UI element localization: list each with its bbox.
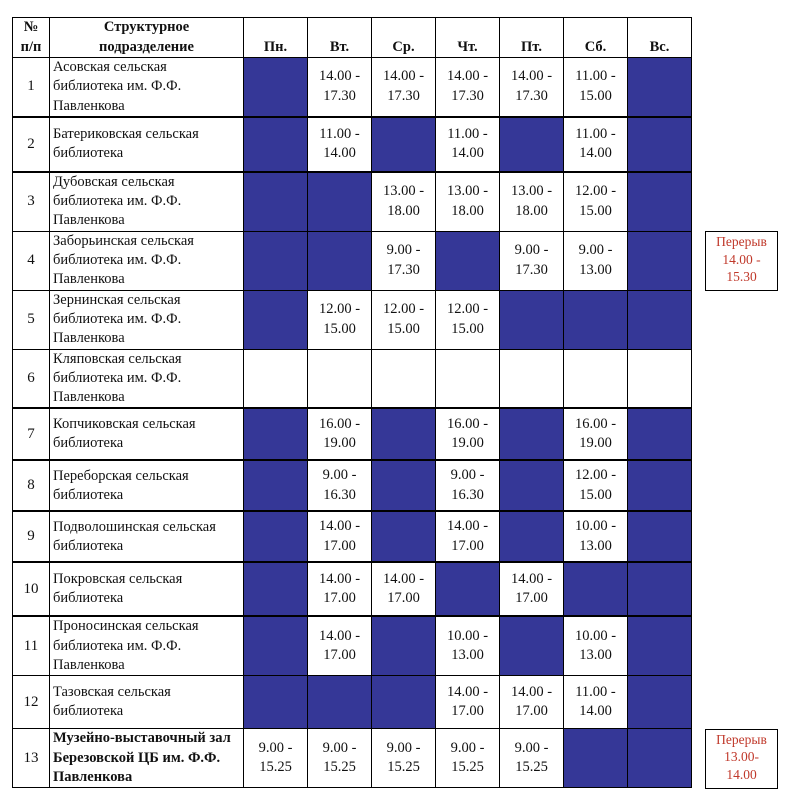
hours-line: 14.00 - bbox=[510, 570, 553, 587]
hours-line: 17.00 bbox=[451, 537, 484, 554]
hours-line: 14.00 - bbox=[318, 570, 361, 587]
row-number: 8 bbox=[13, 460, 50, 511]
hours-line: 14.00 - bbox=[318, 518, 361, 535]
hours-cell-thu bbox=[436, 729, 500, 788]
closed-cell-thu bbox=[436, 231, 500, 290]
hours-cell-thu bbox=[436, 58, 500, 117]
library-name-line: библиотека им. Ф.Ф. bbox=[53, 637, 182, 654]
table-row bbox=[13, 562, 692, 616]
library-name-line: библиотека им. Ф.Ф. bbox=[53, 78, 182, 95]
hours-cell-sat bbox=[564, 676, 628, 729]
hours-line: 18.00 bbox=[515, 202, 548, 219]
hours-cell-wed bbox=[372, 172, 436, 231]
table-row bbox=[13, 616, 692, 675]
row-number: 6 bbox=[13, 349, 50, 408]
hours-line: 14.00 - bbox=[510, 68, 553, 85]
hours-line: 9.00 - bbox=[322, 739, 357, 756]
closed-cell-mon bbox=[244, 460, 308, 511]
hours-line: 15.25 bbox=[323, 759, 356, 776]
hours-line: 14.00 bbox=[451, 145, 484, 162]
table-row bbox=[13, 460, 692, 511]
hours-cell-thu bbox=[436, 676, 500, 729]
closed-cell-tue bbox=[308, 231, 372, 290]
closed-cell-wed bbox=[372, 676, 436, 729]
empty-cell-mon bbox=[244, 349, 308, 408]
library-name-line: Зернинская сельская bbox=[53, 291, 181, 308]
closed-cell-thu bbox=[436, 562, 500, 616]
library-name-line: Кляповская сельская bbox=[53, 350, 182, 367]
library-name-line: Копчиковская сельская bbox=[53, 416, 196, 433]
hours-cell-fri bbox=[500, 172, 564, 231]
library-name-line: библиотека bbox=[53, 703, 124, 720]
hours-line: 13.00 bbox=[579, 537, 612, 554]
hours-line: 18.00 bbox=[451, 202, 484, 219]
table-row bbox=[13, 511, 692, 562]
hours-line: 15.00 bbox=[451, 320, 484, 337]
library-name-line: Павленкова bbox=[53, 212, 125, 229]
table-row bbox=[13, 172, 692, 231]
hours-cell-tue bbox=[308, 511, 372, 562]
hours-line: 15.00 bbox=[579, 486, 612, 503]
hours-line: 17.30 bbox=[515, 87, 548, 104]
closed-cell-mon bbox=[244, 58, 308, 117]
closed-cell-wed bbox=[372, 616, 436, 675]
closed-cell-sun bbox=[628, 729, 692, 788]
hours-cell-wed bbox=[372, 729, 436, 788]
hours-cell-tue bbox=[308, 58, 372, 117]
hours-cell-tue bbox=[308, 562, 372, 616]
library-name bbox=[50, 562, 244, 616]
hours-line: 14.00 bbox=[323, 145, 356, 162]
closed-cell-sat bbox=[564, 729, 628, 788]
row-number: 4 bbox=[13, 231, 50, 290]
empty-cell-wed bbox=[372, 349, 436, 408]
hours-line: 16.30 bbox=[323, 486, 356, 503]
header-day-tue: Вт. bbox=[308, 18, 372, 58]
row-number: 9 bbox=[13, 511, 50, 562]
table-row bbox=[13, 408, 692, 460]
closed-cell-sun bbox=[628, 460, 692, 511]
hours-line: 13.00 - bbox=[446, 183, 489, 200]
hours-line: 15.25 bbox=[387, 759, 420, 776]
hours-line: 9.00 - bbox=[386, 242, 421, 259]
library-name-line: Павленкова bbox=[53, 657, 125, 674]
hours-line: 18.00 bbox=[387, 202, 420, 219]
hours-line: 11.00 - bbox=[575, 683, 616, 700]
hours-cell-wed bbox=[372, 290, 436, 349]
hours-cell-tue bbox=[308, 729, 372, 788]
hours-cell-fri bbox=[500, 562, 564, 616]
break-note-line: 14.00 - bbox=[722, 251, 761, 267]
hours-line: 11.00 - bbox=[575, 125, 616, 142]
hours-line: 17.00 bbox=[451, 703, 484, 720]
hours-line: 9.00 - bbox=[322, 467, 357, 484]
table-row bbox=[13, 729, 692, 788]
hours-line: 19.00 bbox=[579, 435, 612, 452]
library-name bbox=[50, 676, 244, 729]
hours-cell-sat bbox=[564, 460, 628, 511]
hours-line: 15.00 bbox=[387, 320, 420, 337]
hours-line: 12.00 - bbox=[446, 301, 489, 318]
library-name-line: Музейно-выставочный зал bbox=[53, 730, 231, 747]
closed-cell-sun bbox=[628, 511, 692, 562]
closed-cell-fri bbox=[500, 460, 564, 511]
closed-cell-sun bbox=[628, 231, 692, 290]
header-num bbox=[13, 18, 50, 58]
break-note-line: 14.00 bbox=[726, 766, 757, 782]
hours-cell-thu bbox=[436, 172, 500, 231]
break-note-line: 15.30 bbox=[726, 269, 757, 285]
closed-cell-sun bbox=[628, 408, 692, 460]
hours-cell-fri bbox=[500, 676, 564, 729]
hours-line: 9.00 - bbox=[386, 739, 421, 756]
closed-cell-fri bbox=[500, 511, 564, 562]
header-day-wed: Ср. bbox=[372, 18, 436, 58]
header-num-line1: № bbox=[23, 19, 39, 35]
hours-line: 12.00 - bbox=[318, 301, 361, 318]
library-name-line: Павленкова bbox=[53, 271, 125, 288]
hours-cell-thu bbox=[436, 511, 500, 562]
hours-line: 17.30 bbox=[451, 87, 484, 104]
hours-line: 15.00 bbox=[579, 87, 612, 104]
hours-line: 12.00 - bbox=[574, 467, 617, 484]
row-number: 2 bbox=[13, 117, 50, 172]
hours-cell-wed bbox=[372, 231, 436, 290]
hours-line: 14.00 - bbox=[510, 683, 553, 700]
closed-cell-sat bbox=[564, 290, 628, 349]
hours-cell-sat bbox=[564, 58, 628, 117]
break-note bbox=[705, 729, 778, 789]
empty-cell-sat bbox=[564, 349, 628, 408]
hours-line: 15.25 bbox=[259, 759, 292, 776]
library-name-line: библиотека bbox=[53, 486, 124, 503]
library-name-line: Дубовская сельская bbox=[53, 173, 175, 190]
hours-line: 19.00 bbox=[451, 435, 484, 452]
header-day-mon: Пн. bbox=[244, 18, 308, 58]
closed-cell-fri bbox=[500, 290, 564, 349]
hours-line: 17.00 bbox=[515, 703, 548, 720]
closed-cell-wed bbox=[372, 408, 436, 460]
hours-line: 11.00 - bbox=[447, 125, 488, 142]
header-name-line1: Структурное bbox=[103, 19, 190, 35]
hours-line: 17.30 bbox=[323, 87, 356, 104]
closed-cell-sun bbox=[628, 290, 692, 349]
library-name-line: библиотека bbox=[53, 537, 124, 554]
header-name bbox=[50, 18, 244, 58]
hours-line: 12.00 - bbox=[574, 183, 617, 200]
library-name bbox=[50, 349, 244, 408]
hours-cell-thu bbox=[436, 290, 500, 349]
library-name-line: Павленкова bbox=[53, 768, 133, 785]
hours-line: 19.00 bbox=[323, 435, 356, 452]
hours-line: 15.25 bbox=[515, 759, 548, 776]
row-number: 1 bbox=[13, 58, 50, 117]
closed-cell-sat bbox=[564, 562, 628, 616]
row-number: 12 bbox=[13, 676, 50, 729]
hours-line: 14.00 - bbox=[318, 68, 361, 85]
library-name bbox=[50, 511, 244, 562]
hours-line: 17.00 bbox=[515, 590, 548, 607]
closed-cell-sun bbox=[628, 616, 692, 675]
closed-cell-sun bbox=[628, 676, 692, 729]
closed-cell-mon bbox=[244, 511, 308, 562]
library-name-line: Березовской ЦБ им. Ф.Ф. bbox=[53, 749, 221, 766]
hours-cell-mon bbox=[244, 729, 308, 788]
library-name bbox=[50, 408, 244, 460]
hours-cell-thu bbox=[436, 117, 500, 172]
hours-line: 11.00 - bbox=[319, 125, 360, 142]
hours-cell-sat bbox=[564, 408, 628, 460]
library-name-line: библиотека им. Ф.Ф. bbox=[53, 252, 182, 269]
empty-cell-tue bbox=[308, 349, 372, 408]
closed-cell-fri bbox=[500, 117, 564, 172]
table-row bbox=[13, 290, 692, 349]
hours-cell-sat bbox=[564, 616, 628, 675]
closed-cell-tue bbox=[308, 172, 372, 231]
hours-cell-sat bbox=[564, 172, 628, 231]
library-name-line: библиотека bbox=[53, 590, 124, 607]
hours-line: 16.00 - bbox=[318, 415, 361, 432]
library-name-line: библиотека им. Ф.Ф. bbox=[53, 193, 182, 210]
closed-cell-fri bbox=[500, 408, 564, 460]
row-number: 13 bbox=[13, 729, 50, 788]
table-row bbox=[13, 117, 692, 172]
hours-line: 10.00 - bbox=[446, 627, 489, 644]
hours-cell-fri bbox=[500, 729, 564, 788]
library-name-line: Переборская сельская bbox=[53, 467, 189, 484]
hours-line: 17.00 bbox=[323, 590, 356, 607]
closed-cell-tue bbox=[308, 676, 372, 729]
library-name-line: Павленкова bbox=[53, 330, 125, 347]
hours-cell-fri bbox=[500, 231, 564, 290]
row-number: 5 bbox=[13, 290, 50, 349]
closed-cell-mon bbox=[244, 290, 308, 349]
library-name-line: Покровская сельская bbox=[53, 571, 183, 588]
header-day-sun: Вс. bbox=[628, 18, 692, 58]
hours-cell-sat bbox=[564, 231, 628, 290]
closed-cell-mon bbox=[244, 562, 308, 616]
library-name bbox=[50, 231, 244, 290]
schedule-body bbox=[13, 58, 692, 788]
hours-line: 16.00 - bbox=[446, 415, 489, 432]
hours-line: 17.00 bbox=[323, 537, 356, 554]
hours-cell-wed bbox=[372, 562, 436, 616]
hours-line: 17.00 bbox=[387, 590, 420, 607]
table-row bbox=[13, 58, 692, 117]
hours-cell-thu bbox=[436, 408, 500, 460]
closed-cell-mon bbox=[244, 231, 308, 290]
hours-cell-tue bbox=[308, 117, 372, 172]
hours-line: 16.30 bbox=[451, 486, 484, 503]
row-number: 3 bbox=[13, 172, 50, 231]
library-name-line: библиотека bbox=[53, 435, 124, 452]
library-name-line: Проносинская сельская bbox=[53, 618, 199, 635]
hours-line: 11.00 - bbox=[575, 68, 616, 85]
library-name-line: Асовская сельская bbox=[53, 59, 167, 75]
library-name-line: библиотека им. Ф.Ф. bbox=[53, 369, 182, 386]
hours-line: 14.00 - bbox=[318, 627, 361, 644]
library-name bbox=[50, 290, 244, 349]
hours-cell-tue bbox=[308, 460, 372, 511]
library-name-line: библиотека bbox=[53, 145, 124, 162]
closed-cell-mon bbox=[244, 676, 308, 729]
break-note-line: Перерыв bbox=[716, 731, 767, 747]
header-day-fri: Пт. bbox=[500, 18, 564, 58]
closed-cell-mon bbox=[244, 616, 308, 675]
hours-line: 13.00 bbox=[579, 647, 612, 664]
header-day-thu: Чт. bbox=[436, 18, 500, 58]
hours-cell-tue bbox=[308, 408, 372, 460]
break-note-line: Перерыв bbox=[716, 234, 767, 250]
library-name-line: библиотека им. Ф.Ф. bbox=[53, 310, 182, 327]
hours-line: 17.30 bbox=[387, 261, 420, 278]
hours-line: 12.00 - bbox=[382, 301, 425, 318]
closed-cell-sun bbox=[628, 117, 692, 172]
library-name bbox=[50, 172, 244, 231]
table-row bbox=[13, 676, 692, 729]
empty-cell-thu bbox=[436, 349, 500, 408]
header-day-sat: Сб. bbox=[564, 18, 628, 58]
empty-cell-fri bbox=[500, 349, 564, 408]
row-number: 7 bbox=[13, 408, 50, 460]
library-name-line: Заборьинская сельская bbox=[53, 232, 194, 249]
hours-line: 17.30 bbox=[515, 261, 548, 278]
header-row bbox=[13, 18, 692, 58]
hours-line: 13.00 - bbox=[382, 183, 425, 200]
hours-line: 17.00 bbox=[323, 647, 356, 664]
hours-line: 9.00 - bbox=[450, 739, 485, 756]
library-name-line: Подволошинская сельская bbox=[53, 518, 216, 535]
hours-cell-thu bbox=[436, 460, 500, 511]
hours-line: 9.00 - bbox=[258, 739, 293, 756]
hours-line: 16.00 - bbox=[574, 415, 617, 432]
hours-line: 9.00 - bbox=[578, 242, 613, 259]
break-note bbox=[705, 231, 778, 291]
table-row bbox=[13, 349, 692, 408]
closed-cell-sun bbox=[628, 58, 692, 117]
hours-cell-thu bbox=[436, 616, 500, 675]
closed-cell-mon bbox=[244, 117, 308, 172]
library-name bbox=[50, 117, 244, 172]
table-row bbox=[13, 231, 692, 290]
closed-cell-sun bbox=[628, 562, 692, 616]
hours-line: 14.00 - bbox=[446, 68, 489, 85]
library-name bbox=[50, 460, 244, 511]
hours-cell-wed bbox=[372, 58, 436, 117]
library-name-line: Батериковская сельская bbox=[53, 126, 199, 143]
closed-cell-mon bbox=[244, 408, 308, 460]
empty-cell-sun bbox=[628, 349, 692, 408]
row-number: 11 bbox=[13, 616, 50, 675]
hours-cell-fri bbox=[500, 58, 564, 117]
hours-line: 15.00 bbox=[579, 202, 612, 219]
library-name bbox=[50, 729, 244, 788]
closed-cell-wed bbox=[372, 460, 436, 511]
break-note-line: 13.00- bbox=[724, 749, 759, 765]
header-name-line2: подразделение bbox=[99, 38, 194, 55]
closed-cell-wed bbox=[372, 117, 436, 172]
hours-line: 9.00 - bbox=[450, 467, 485, 484]
hours-line: 14.00 bbox=[579, 145, 612, 162]
library-name-line: Павленкова bbox=[53, 389, 125, 406]
hours-line: 13.00 - bbox=[510, 183, 553, 200]
hours-line: 14.00 - bbox=[446, 518, 489, 535]
hours-cell-tue bbox=[308, 616, 372, 675]
library-name-line: Павленкова bbox=[53, 97, 125, 114]
header-num-line2: п/п bbox=[20, 38, 42, 55]
library-schedule-table bbox=[12, 17, 692, 788]
closed-cell-mon bbox=[244, 172, 308, 231]
hours-line: 14.00 - bbox=[446, 683, 489, 700]
library-name bbox=[50, 616, 244, 675]
hours-line: 17.30 bbox=[387, 87, 420, 104]
closed-cell-wed bbox=[372, 511, 436, 562]
hours-line: 9.00 - bbox=[514, 242, 549, 259]
hours-line: 9.00 - bbox=[514, 739, 549, 756]
hours-cell-sat bbox=[564, 511, 628, 562]
hours-line: 10.00 - bbox=[574, 627, 617, 644]
hours-line: 13.00 bbox=[451, 647, 484, 664]
row-number: 10 bbox=[13, 562, 50, 616]
hours-cell-tue bbox=[308, 290, 372, 349]
hours-line: 13.00 bbox=[579, 261, 612, 278]
library-name bbox=[50, 58, 244, 117]
hours-line: 15.00 bbox=[323, 320, 356, 337]
hours-line: 15.25 bbox=[451, 759, 484, 776]
closed-cell-sun bbox=[628, 172, 692, 231]
hours-cell-sat bbox=[564, 117, 628, 172]
hours-line: 14.00 - bbox=[382, 68, 425, 85]
closed-cell-fri bbox=[500, 616, 564, 675]
hours-line: 10.00 - bbox=[574, 518, 617, 535]
library-name-line: Тазовская сельская bbox=[53, 684, 171, 701]
hours-line: 14.00 - bbox=[382, 570, 425, 587]
hours-line: 14.00 bbox=[579, 703, 612, 720]
